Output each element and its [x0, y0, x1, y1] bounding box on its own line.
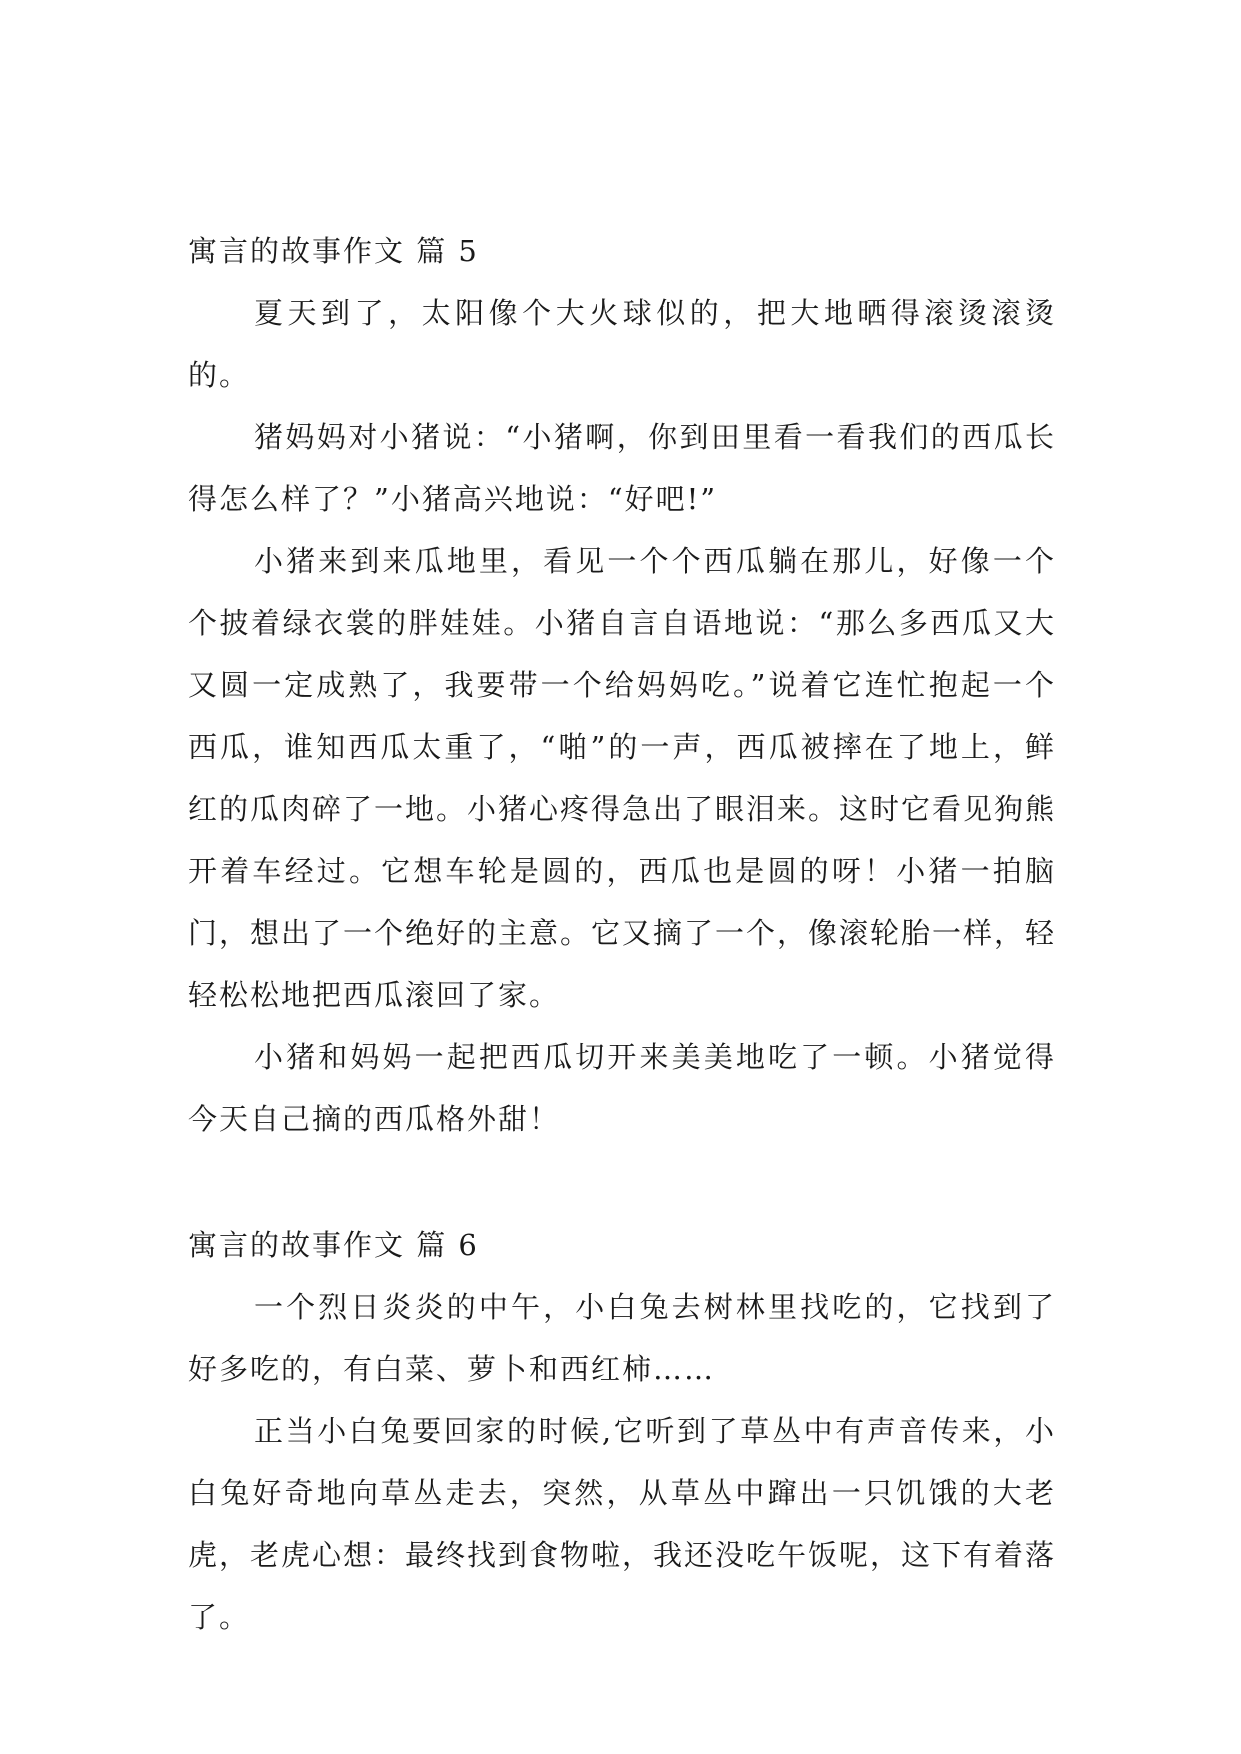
paragraph: 小猪来到来瓜地里，看见一个个西瓜躺在那儿，好像一个个披着绿衣裳的胖娃娃。小猪自言自语地说：“那么多西瓜又大又圆一定成熟了，我要带一个给妈妈吃。”说着它连忙抱起一个西瓜，谁知西瓜太重了，“啪”的一声，西瓜被摔在了地上，鲜红的瓜肉碎了一地。小猪心疼得急出了眼泪来。这时它看见狗熊开着车经过。它想车轮是圆的，西瓜也是圆的呀！小猪一拍脑门，想出了一个绝好的主意。它又摘了一个，像滚轮胎一样，轻轻松松地把西瓜滚回了家。 — [188, 544, 1057, 1012]
document-body — [188, 220, 1056, 1648]
paragraph: 夏天到了，太阳像个大火球似的，把大地晒得滚烫滚烫的。 — [188, 296, 1056, 392]
essay-section-6 — [188, 1214, 1056, 1648]
section-title: 寓言的故事作文 篇 6 — [188, 1228, 479, 1262]
paragraph: 一个烈日炎炎的中午，小白兔去树林里找吃的，它找到了好多吃的，有白菜、萝卜和西红柿…… — [188, 1290, 1056, 1386]
paragraph: 小猪和妈妈一起把西瓜切开来美美地吃了一顿。小猪觉得今天自己摘的西瓜格外甜！ — [188, 1040, 1056, 1136]
paragraph: 正当小白兔要回家的时候,它听到了草丛中有声音传来，小白兔好奇地向草丛走去，突然，从草丛中蹿出一只饥饿的大老虎，老虎心想：最终找到食物啦，我还没吃午饭呢，这下有着落了。 — [188, 1414, 1057, 1634]
essay-section-5 — [188, 220, 1056, 1150]
paragraph: 猪妈妈对小猪说：“小猪啊，你到田里看一看我们的西瓜长得怎么样了？”小猪高兴地说：“好吧!” — [188, 420, 1056, 516]
section-title: 寓言的故事作文 篇 5 — [188, 234, 479, 268]
